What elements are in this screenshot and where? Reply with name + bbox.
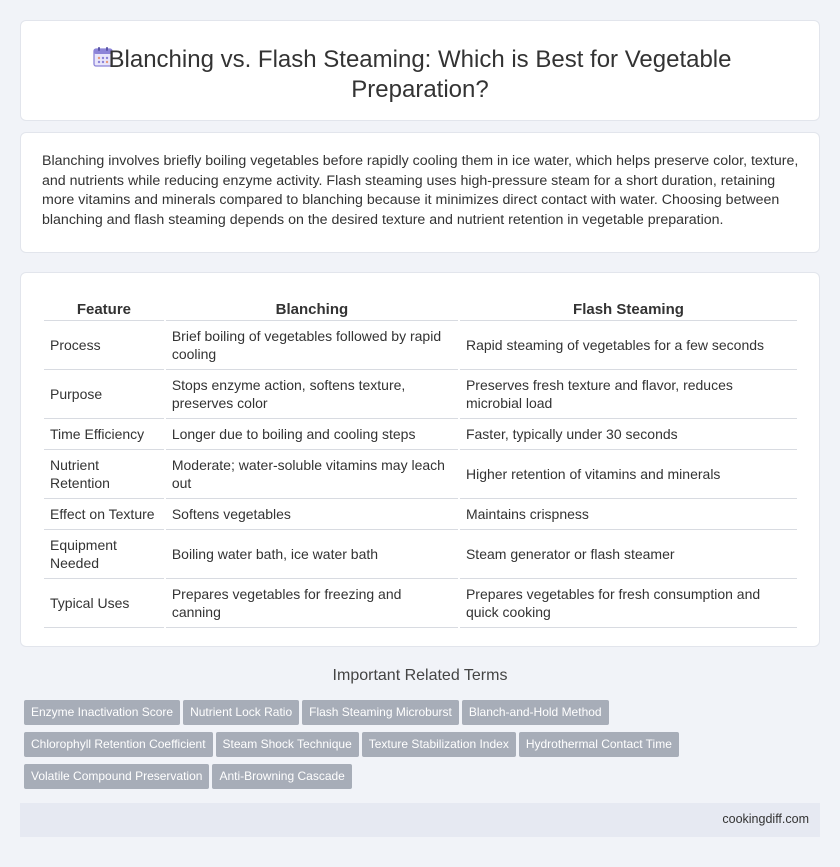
tag-enzyme-inactivation-score[interactable]: Enzyme Inactivation Score: [24, 700, 180, 725]
table-cell: Longer due to boiling and cooling steps: [166, 419, 458, 450]
header-blanching: Blanching: [166, 295, 458, 321]
comparison-table-card: [20, 272, 820, 647]
header-flash-steaming: Flash Steaming: [460, 295, 797, 321]
table-cell: Process: [44, 321, 164, 370]
table-row: [44, 579, 797, 628]
table-cell: Higher retention of vitamins and minerals: [460, 450, 797, 499]
page-title-line-2: Preparation?: [351, 76, 489, 103]
tag-steam-shock-technique[interactable]: Steam Shock Technique: [216, 732, 359, 757]
comparison-table: [42, 295, 799, 628]
table-cell: Stops enzyme action, softens texture, preserves color: [166, 370, 458, 419]
tag-volatile-compound-preservation[interactable]: Volatile Compound Preservation: [24, 764, 209, 789]
table-row: [44, 499, 797, 530]
tag-flash-steaming-microburst[interactable]: Flash Steaming Microburst: [302, 700, 459, 725]
table-cell: Equipment Needed: [44, 530, 164, 579]
tag-texture-stabilization-index[interactable]: Texture Stabilization Index: [362, 732, 516, 757]
related-terms-heading: Important Related Terms: [332, 667, 508, 684]
tag-blanch-and-hold-method[interactable]: Blanch-and-Hold Method: [462, 700, 609, 725]
table-cell: Purpose: [44, 370, 164, 419]
table-cell: Preserves fresh texture and flavor, reduces microbial load: [460, 370, 797, 419]
tag-nutrient-lock-ratio[interactable]: Nutrient Lock Ratio: [183, 700, 299, 725]
table-cell: Typical Uses: [44, 579, 164, 628]
table-cell: Moderate; water-soluble vitamins may leach out: [166, 450, 458, 499]
title-card: [20, 20, 820, 121]
table-cell: Prepares vegetables for freezing and canning: [166, 579, 458, 628]
table-cell: Maintains crispness: [460, 499, 797, 530]
table-row: [44, 530, 797, 579]
footer-site-link[interactable]: cookingdiff.com: [722, 812, 809, 826]
table-row: [44, 321, 797, 370]
table-row: [44, 419, 797, 450]
tag-hydrothermal-contact-time[interactable]: Hydrothermal Contact Time: [519, 732, 679, 757]
table-cell: Rapid steaming of vegetables for a few seconds: [460, 321, 797, 370]
table-cell: Prepares vegetables for fresh consumption and quick cooking: [460, 579, 797, 628]
table-cell: Effect on Texture: [44, 499, 164, 530]
table-cell: Softens vegetables: [166, 499, 458, 530]
related-terms-tags: [24, 700, 784, 796]
page-title: [21, 45, 819, 105]
table-cell: Steam generator or flash steamer: [460, 530, 797, 579]
table-row: [44, 450, 797, 499]
table-header-row: [44, 295, 797, 321]
tag-anti-browning-cascade[interactable]: Anti-Browning Cascade: [212, 764, 351, 789]
table-cell: Time Efficiency: [44, 419, 164, 450]
intro-paragraph: Blanching involves briefly boiling vegetables before rapidly cooling them in ice water, which helps preserve color, texture, and nutrients while reducing enzyme activity. Flash steaming uses high-pressure steam for a short duration, retaining more vitamins and minerals compared to blanching because it minimizes direct contact with water. Choosing between blanching and flash steaming depends on the desired texture and nutrient retention in vegetable preparation.: [42, 153, 799, 228]
table-row: [44, 370, 797, 419]
tag-chlorophyll-retention-coefficient[interactable]: Chlorophyll Retention Coefficient: [24, 732, 213, 757]
intro-card: [20, 132, 820, 253]
table-cell: Faster, typically under 30 seconds: [460, 419, 797, 450]
table-cell: Nutrient Retention: [44, 450, 164, 499]
table-cell: Boiling water bath, ice water bath: [166, 530, 458, 579]
page-title-line-1: Blanching vs. Flash Steaming: Which is Best for Vegetable: [108, 46, 732, 73]
footer: [20, 803, 820, 837]
table-cell: Brief boiling of vegetables followed by rapid cooling: [166, 321, 458, 370]
header-feature: Feature: [44, 295, 164, 321]
